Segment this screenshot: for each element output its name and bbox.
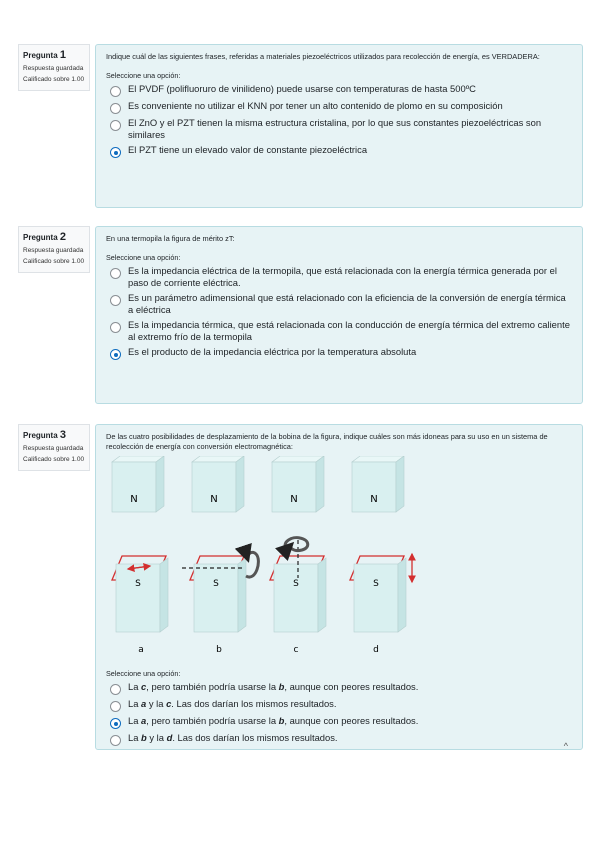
radio-button-selected[interactable]	[110, 147, 121, 158]
question-3-answers	[106, 681, 572, 746]
radio-button[interactable]	[110, 322, 121, 333]
option-label: El PVDF (polifluoruro de vinilideno) puede usarse con temperaturas de hasta 500ºC	[128, 83, 476, 94]
radio-button[interactable]	[110, 684, 121, 695]
question-2-answers	[106, 265, 572, 360]
radio-button[interactable]	[110, 735, 121, 746]
magnet-south-d	[354, 558, 406, 632]
question-1-option-2[interactable]	[106, 100, 572, 114]
magnet-south-b	[194, 558, 246, 632]
magnet-set-c	[270, 456, 326, 655]
question-3-option-3[interactable]	[106, 715, 572, 729]
option-label: La c, pero también podría usarse la b, aunque con peores resultados.	[128, 681, 419, 692]
magnet-coil-diagram	[106, 456, 436, 671]
option-label: La a y la c. Las dos darían los mismos resultados.	[128, 698, 337, 709]
question-3-content	[95, 424, 583, 750]
option-label: Es la impedancia eléctrica de la termopila, que está relacionada con la energía térmica generada por el paso de corriente eléctrica.	[128, 265, 557, 288]
rotation-arrow-icon	[285, 538, 308, 551]
question-2-option-3[interactable]	[106, 319, 572, 343]
question-1-number: Pregunta 1	[23, 49, 67, 61]
question-2-prompt: Seleccione una opción:	[106, 253, 181, 262]
south-pole-label-c: S	[293, 579, 299, 589]
question-2-option-4[interactable]	[106, 346, 572, 360]
question-2-status: Respuesta guardada	[23, 247, 84, 254]
option-label: La a, pero también podría usarse la b, aunque con peores resultados.	[128, 715, 419, 726]
radio-button-selected[interactable]	[110, 349, 121, 360]
radio-button[interactable]	[110, 86, 121, 97]
question-2-text: En una termopila la figura de mérito zT:	[106, 234, 235, 243]
question-1-option-1[interactable]	[106, 83, 572, 97]
question-3-option-1[interactable]	[106, 681, 572, 695]
radio-button[interactable]	[110, 268, 121, 279]
rotation-arrow-icon	[246, 552, 258, 577]
magnet-set-a	[112, 456, 168, 655]
radio-button[interactable]	[110, 120, 121, 131]
question-2-option-2[interactable]	[106, 292, 572, 316]
south-pole-label-b: S	[213, 579, 219, 589]
option-label: Es conveniente no utilizar el KNN por tener un alto contenido de plomo en su composición	[128, 100, 503, 111]
figure-caption-d: d	[373, 645, 379, 655]
question-3-option-2[interactable]	[106, 698, 572, 712]
magnet-set-b	[182, 456, 258, 655]
question-2-info	[18, 226, 90, 273]
option-label: El ZnO y el PZT tienen la misma estructura cristalina, por lo que sus constantes piezoeléctricas son similares	[128, 117, 542, 140]
question-3-text: De las cuatro posibilidades de desplazamiento de la bobina de la figura, indique cuáles son más idoneas para su uso en un sistema de recolección de energía con conversión electromagnética:	[106, 432, 548, 451]
question-2-number: Pregunta 2	[23, 231, 67, 243]
question-1-info	[18, 44, 90, 91]
question-2-option-1[interactable]	[106, 265, 572, 289]
question-3-grade: Calificado sobre 1.00	[23, 456, 85, 463]
figure-caption-a: a	[138, 645, 144, 655]
north-pole-label-c: N	[290, 494, 298, 505]
magnet-north-d	[352, 456, 404, 512]
south-pole-label-a: S	[135, 579, 141, 589]
question-1-content	[95, 44, 583, 208]
radio-button[interactable]	[110, 701, 121, 712]
question-1-grade: Calificado sobre 1.00	[23, 76, 85, 83]
magnet-north-c	[272, 456, 324, 512]
magnet-north-b	[192, 456, 244, 512]
north-pole-label-d: N	[370, 494, 378, 505]
figure-caption-c: c	[293, 645, 299, 655]
coil-displacement-figure	[106, 456, 436, 671]
option-label: Es un parámetro adimensional que está relacionado con la eficiencia de la conversión de energía térmica a eléctrica	[128, 292, 566, 315]
question-3-number: Pregunta 3	[23, 429, 67, 441]
north-pole-label-a: N	[130, 494, 138, 505]
question-1-option-3[interactable]	[106, 117, 572, 141]
figure-caption-b: b	[216, 645, 222, 655]
radio-button[interactable]	[110, 103, 121, 114]
option-label: Es el producto de la impedancia eléctrica por la temperatura absoluta	[128, 346, 417, 357]
north-pole-label-b: N	[210, 494, 218, 505]
magnet-north-a	[112, 456, 164, 512]
south-pole-label-d: S	[373, 579, 379, 589]
back-to-top-button[interactable]: ^	[563, 741, 568, 751]
question-3-status: Respuesta guardada	[23, 445, 84, 452]
question-1-text: Indique cuál de las siguientes frases, referidas a materiales piezoeléctricos utilizados para recolección de energía, es VERDADERA:	[106, 52, 540, 61]
radio-button-selected[interactable]	[110, 718, 121, 729]
question-1-prompt: Seleccione una opción:	[106, 71, 181, 80]
question-3-prompt: Seleccione una opción:	[106, 669, 181, 678]
question-1-answers	[106, 83, 572, 158]
question-1-option-4[interactable]	[106, 144, 572, 158]
question-1-status: Respuesta guardada	[23, 65, 84, 72]
option-label: Es la impedancia térmica, que está relacionada con la conducción de energía térmica del extremo caliente al extremo frío de la termopila	[128, 319, 570, 342]
question-2-grade: Calificado sobre 1.00	[23, 258, 85, 265]
magnet-set-d	[350, 456, 412, 655]
question-3-option-4[interactable]	[106, 732, 572, 746]
question-3-info	[18, 424, 90, 471]
radio-button[interactable]	[110, 295, 121, 306]
magnet-south-a	[116, 558, 168, 632]
magnet-south-c	[274, 558, 326, 632]
question-2-content	[95, 226, 583, 404]
option-label: La b y la d. Las dos darían los mismos resultados.	[128, 732, 338, 743]
option-label: El PZT tiene un elevado valor de constante piezoeléctrica	[128, 144, 368, 155]
